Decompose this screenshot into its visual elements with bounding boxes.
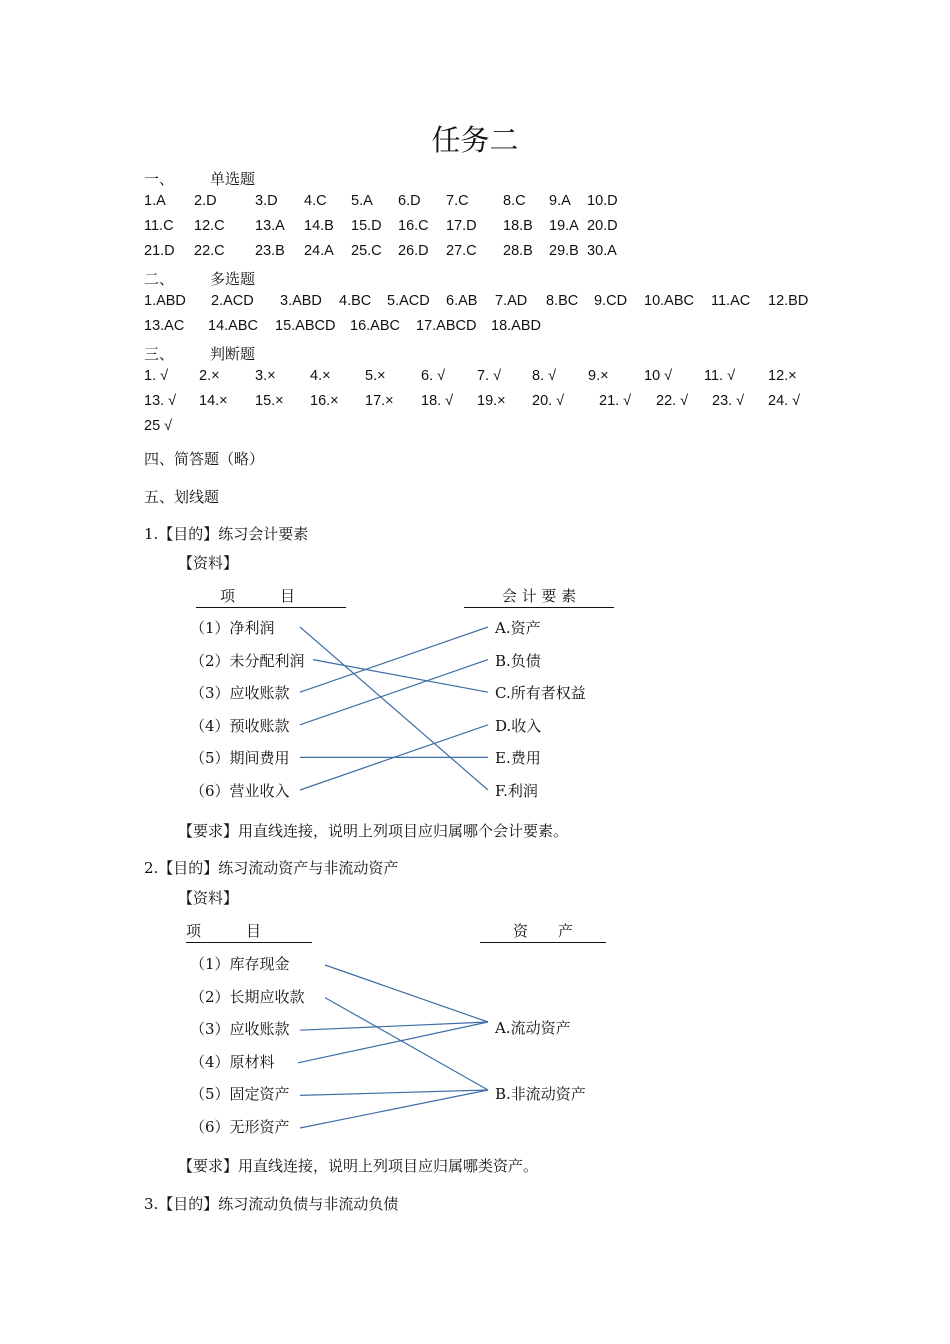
answer-item: 15.ABCD xyxy=(275,318,336,334)
q1-link-line xyxy=(300,627,488,790)
q2-item: （6）无形资产 xyxy=(190,1118,290,1136)
answer-item: 9.CD xyxy=(594,293,628,309)
answer-item: 7.C xyxy=(446,193,469,209)
q1-link-line xyxy=(313,660,488,693)
q1-requirement: 【要求】用直线连接，说明上列项目应归属哪个会计要素。 xyxy=(178,822,569,840)
q1-item: （5）期间费用 xyxy=(190,749,290,768)
answer-item: 16.× xyxy=(310,393,339,409)
q1-target: F.利润 xyxy=(495,782,538,800)
answer-item: 2.× xyxy=(199,368,220,384)
answer-item: 6. √ xyxy=(421,368,446,384)
answer-item: 22. √ xyxy=(656,393,689,409)
section-3-label: 判断题 xyxy=(210,345,256,363)
answer-item: 13.A xyxy=(255,218,285,234)
q1-purpose: 1.【目的】练习会计要素 xyxy=(144,525,309,543)
q1-target: C.所有者权益 xyxy=(495,684,586,703)
answer-item: 3.× xyxy=(255,368,276,384)
answer-item: 10.D xyxy=(587,193,618,209)
section-1-label: 单选题 xyxy=(210,170,256,188)
q1-target: B.负债 xyxy=(495,651,541,670)
q2-material: 【资料】 xyxy=(178,889,239,907)
answer-item: 10.ABC xyxy=(644,293,694,309)
answer-item: 9.A xyxy=(549,193,571,209)
answer-item: 2.D xyxy=(194,193,217,209)
answer-item: 8.C xyxy=(503,193,526,209)
answer-item: 14.B xyxy=(304,218,334,234)
answer-item: 2.ACD xyxy=(211,293,254,309)
q2-purpose: 2.【目的】练习流动资产与非流动资产 xyxy=(144,859,399,877)
answer-item: 16.C xyxy=(398,218,429,234)
q1-right-header: 会 计 要 素 xyxy=(464,585,614,608)
q2-link-line xyxy=(300,1090,488,1128)
answer-item: 6.AB xyxy=(446,293,478,309)
q2-target: A.流动资产 xyxy=(495,1019,571,1037)
answer-item: 20.D xyxy=(587,218,618,234)
answer-item: 15.D xyxy=(351,218,382,234)
answer-item: 24.A xyxy=(304,243,334,259)
answer-item: 21.D xyxy=(144,243,175,259)
answer-item: 1.A xyxy=(144,193,166,209)
answer-item: 3.ABD xyxy=(280,293,322,309)
q2-link-line xyxy=(298,1022,488,1063)
answer-item: 29.B xyxy=(549,243,579,259)
q2-link-line xyxy=(300,1090,488,1095)
answer-item: 13. √ xyxy=(144,393,177,409)
answer-item: 16.ABC xyxy=(350,318,400,334)
answer-item: 11.C xyxy=(144,218,174,234)
answer-item: 1. √ xyxy=(144,368,169,384)
answer-item: 17.ABCD xyxy=(416,318,477,334)
q1-item: （2）未分配利润 xyxy=(190,651,305,670)
answer-item: 14.ABC xyxy=(208,318,258,334)
answer-item: 12.× xyxy=(768,368,797,384)
answer-item: 18.ABD xyxy=(491,318,541,334)
q2-link-line xyxy=(325,998,488,1090)
answer-item: 22.C xyxy=(194,243,225,259)
q1-target: D.收入 xyxy=(495,716,542,735)
q1-item: （1）净利润 xyxy=(190,619,275,637)
q2-left-header: 项 目 xyxy=(186,920,312,943)
section-4-heading: 四、简答题（略） xyxy=(144,450,265,468)
answer-item: 12.BD xyxy=(768,293,809,309)
q2-item: （2）长期应收款 xyxy=(190,987,305,1006)
answer-item: 9.× xyxy=(588,368,609,384)
q1-link-line xyxy=(300,660,488,725)
answer-item: 4.BC xyxy=(339,293,372,309)
answer-item: 7. √ xyxy=(477,368,502,384)
answer-item: 8.BC xyxy=(546,293,579,309)
answer-item: 15.× xyxy=(255,393,284,409)
q1-target: A.资产 xyxy=(495,619,541,637)
answer-item: 20. √ xyxy=(532,393,565,409)
q1-material: 【资料】 xyxy=(178,554,239,572)
section-2-label: 多选题 xyxy=(210,270,256,288)
q1-link-lines xyxy=(300,627,488,790)
answer-item: 28.B xyxy=(503,243,533,259)
answer-item: 17.× xyxy=(365,393,394,409)
q2-link-lines xyxy=(298,965,488,1128)
answer-item: 18.B xyxy=(503,218,533,234)
answer-item: 6.D xyxy=(398,193,421,209)
q2-item: （5）固定资产 xyxy=(190,1085,290,1104)
q2-requirement: 【要求】用直线连接，说明上列项目应归属哪类资产。 xyxy=(178,1157,539,1175)
answer-item: 1.ABD xyxy=(144,293,186,309)
answer-item: 14.× xyxy=(199,393,228,409)
page-title: 任务二 xyxy=(431,123,519,157)
answer-item: 18. √ xyxy=(421,393,454,409)
q3-purpose: 3.【目的】练习流动负债与非流动负债 xyxy=(144,1195,399,1213)
answer-item: 12.C xyxy=(194,218,225,234)
answer-item: 11.AC xyxy=(711,293,751,309)
answer-item: 19.A xyxy=(549,218,579,234)
q2-link-line xyxy=(325,965,488,1022)
section-3-number: 三、 xyxy=(144,345,175,363)
q2-target: B.非流动资产 xyxy=(495,1085,586,1103)
q2-item: （4）原材料 xyxy=(190,1052,275,1071)
q2-link-line xyxy=(300,1022,488,1030)
answer-item: 7.AD xyxy=(495,293,528,309)
q1-link-line xyxy=(300,627,488,692)
answer-item: 5.× xyxy=(365,368,386,384)
answer-item: 25.C xyxy=(351,243,382,259)
q1-target: E.费用 xyxy=(495,749,541,768)
answer-item: 17.D xyxy=(446,218,477,234)
q1-item: （6）营业收入 xyxy=(190,782,290,800)
answer-item: 8. √ xyxy=(532,368,557,384)
section-2-number: 二、 xyxy=(144,270,175,288)
q2-item: （1）库存现金 xyxy=(190,955,290,973)
q1-item: （4）预收账款 xyxy=(190,716,290,735)
answer-item: 10 √ xyxy=(644,368,673,384)
answer-item: 13.AC xyxy=(144,318,185,334)
section-1-number: 一、 xyxy=(144,170,175,188)
answer-item: 19.× xyxy=(477,393,506,409)
answer-item: 4.× xyxy=(310,368,331,384)
section-5-heading: 五、划线题 xyxy=(144,488,220,506)
answer-item: 26.D xyxy=(398,243,429,259)
answer-item: 5.ACD xyxy=(387,293,430,309)
q2-right-header: 资 产 xyxy=(480,920,606,943)
answer-item: 30.A xyxy=(587,243,617,259)
answer-item: 3.D xyxy=(255,193,278,209)
answer-item: 27.C xyxy=(446,243,477,259)
answer-item: 23. √ xyxy=(712,393,745,409)
q1-left-header: 项 目 xyxy=(196,585,346,608)
q1-item: （3）应收账款 xyxy=(190,684,290,703)
answer-item: 5.A xyxy=(351,193,373,209)
answer-item: 4.C xyxy=(304,193,327,209)
q2-item: （3）应收账款 xyxy=(190,1020,290,1039)
answer-item: 25 √ xyxy=(144,418,173,434)
answer-item: 23.B xyxy=(255,243,285,259)
answer-item: 11. √ xyxy=(704,368,736,384)
answer-item: 21. √ xyxy=(599,393,632,409)
answer-item: 24. √ xyxy=(768,393,801,409)
